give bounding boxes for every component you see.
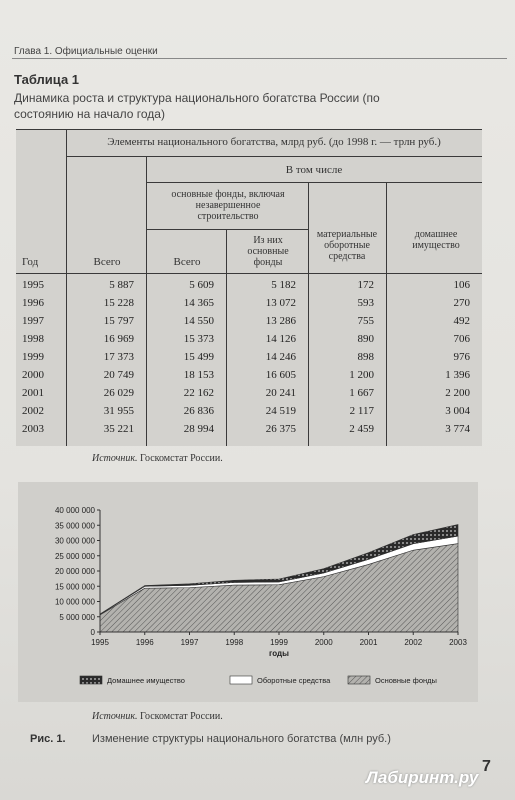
table-cell: 28 994 [183,423,214,435]
chart-source [92,711,223,722]
x-tick-label: 2002 [404,638,423,647]
header-elements: Элементы национального богатства, млрд руб. (до 1998 г. — трлн руб.) [107,136,441,148]
y-tick-label: 15 000 000 [54,582,95,592]
table-cell: 14 550 [183,315,214,327]
header-household: домашнее имущество [412,229,460,251]
table-cell: 5 887 [109,279,134,291]
table-cell: 18 153 [183,369,214,381]
table-cell: 172 [357,279,374,291]
table-cell: 890 [357,333,374,345]
table-cell: 898 [357,351,374,363]
table-cell: 16 969 [103,333,134,345]
table-cell: 2 200 [445,387,470,399]
table-cell: 976 [453,351,470,363]
header-fixed-total: Всего [173,256,201,268]
y-tick-label: 35 000 000 [54,521,95,531]
table-cell: 13 072 [265,297,296,309]
table-cell: 593 [357,297,374,309]
table-cell: 17 373 [103,351,134,363]
y-tick-label: 25 000 000 [54,551,95,561]
legend-label: Основные фонды [375,676,437,685]
table-cell: 35 221 [103,423,134,435]
table-source [92,453,223,464]
table-cell: 22 162 [183,387,214,399]
table-cell: 1997 [22,315,44,327]
header-fixed: основные фонды, включая незавершенное строительство [171,189,285,222]
table-cell: 270 [453,297,470,309]
x-tick-label: 1998 [225,638,244,647]
table-title: Динамика роста и структура национального богатства России (по состоянию на начало года) [14,91,380,121]
table-cell: 15 373 [183,333,214,345]
table-cell: 26 836 [183,405,214,417]
table-cell: 2003 [22,423,44,435]
y-tick-label: 40 000 000 [54,506,95,515]
rule-under-incl [146,182,482,183]
table-cell: 706 [453,333,470,345]
table-cell: 2 117 [349,405,374,417]
table-cell: 20 749 [103,369,134,381]
table-source-label: Источник. [92,453,138,464]
y-tick-label: 20 000 000 [54,567,95,576]
rule-under-fixed [146,229,308,230]
x-axis-title: годы [269,649,289,658]
table-cell: 5 609 [189,279,214,291]
chart-source-label: Источник. [92,711,138,722]
table-cell: 1998 [22,333,44,345]
table-row [16,331,482,349]
table-row [16,277,482,295]
x-tick-label: 2003 [449,638,467,647]
watermark: Лабиринт.ру [366,768,479,787]
table-row [16,385,482,403]
header-material: материальные оборотные средства [316,229,378,262]
table-cell: 1 396 [445,369,470,381]
x-tick-label: 2000 [314,638,333,647]
legend-swatch [80,676,102,684]
table-cell: 2000 [22,369,44,381]
table-label: Таблица 1 [14,72,80,87]
header-total: Всего [93,256,121,268]
table-cell: 1995 [22,279,44,291]
header-fixed-main: Из них основные фонды [247,235,289,268]
table-cell: 5 182 [271,279,296,291]
figure-label: Рис. 1. [30,733,66,745]
chart-panel [18,482,478,702]
table-cell: 15 499 [183,351,214,363]
table-cell: 3 004 [445,405,470,417]
x-tick-label: 1999 [270,638,288,647]
table-cell: 1 667 [349,387,374,399]
table-cell: 14 246 [265,351,296,363]
table-cell: 492 [453,315,470,327]
x-tick-label: 1996 [135,638,154,647]
table-cell: 14 365 [183,297,214,309]
y-tick-label: 10 000 000 [54,597,95,607]
y-tick-label: 30 000 000 [54,536,95,546]
header-year: Год [22,256,39,268]
table-cell: 31 955 [103,405,134,417]
table-cell: 15 228 [103,297,134,309]
table-cell: 1 200 [349,369,374,381]
rule-under-top-header [66,156,482,157]
area-chart [18,482,478,702]
table-row [16,313,482,331]
table-row [16,421,482,439]
table-cell: 13 286 [265,315,296,327]
legend-label: Оборотные средства [257,676,331,685]
table-cell: 106 [453,279,470,291]
table-row [16,403,482,421]
table-cell: 1999 [22,351,44,363]
page-number: 7 [482,758,491,775]
y-tick-label: 0 [90,628,95,637]
table-cell: 2002 [22,405,44,417]
table-cell: 2 459 [349,423,374,435]
x-tick-label: 1997 [180,638,199,647]
table-cell: 2001 [22,387,44,399]
legend-swatch [348,676,370,684]
data-table [16,129,482,446]
table-cell: 16 605 [265,369,296,381]
table-cell: 26 375 [265,423,296,435]
running-header: Глава 1. Официальные оценки [14,46,158,57]
table-cell: 755 [357,315,374,327]
table-top-border [16,129,482,130]
header-rule [12,58,507,59]
legend-label: Домашнее имущество [107,676,185,685]
table-cell: 1996 [22,297,44,309]
y-tick-label: 5 000 000 [59,612,95,622]
table-source-text: Госкомстат России. [140,453,223,464]
x-tick-label: 1995 [91,638,109,647]
legend-swatch [230,676,252,684]
chart-source-text: Госкомстат России. [140,711,223,722]
table-cell: 24 519 [265,405,296,417]
table-cell: 26 029 [103,387,134,399]
table-cell: 15 797 [103,315,134,327]
table-cell: 20 241 [265,387,296,399]
table-row [16,367,482,385]
x-tick-label: 2001 [359,638,378,647]
table-cell: 14 126 [265,333,296,345]
table-row [16,349,482,367]
table-header-rule [16,273,482,274]
header-incl: В том числе [285,164,343,176]
table-row [16,295,482,313]
figure-title: Изменение структуры национального богатства (млн руб.) [92,733,391,745]
table-cell: 3 774 [445,423,470,435]
